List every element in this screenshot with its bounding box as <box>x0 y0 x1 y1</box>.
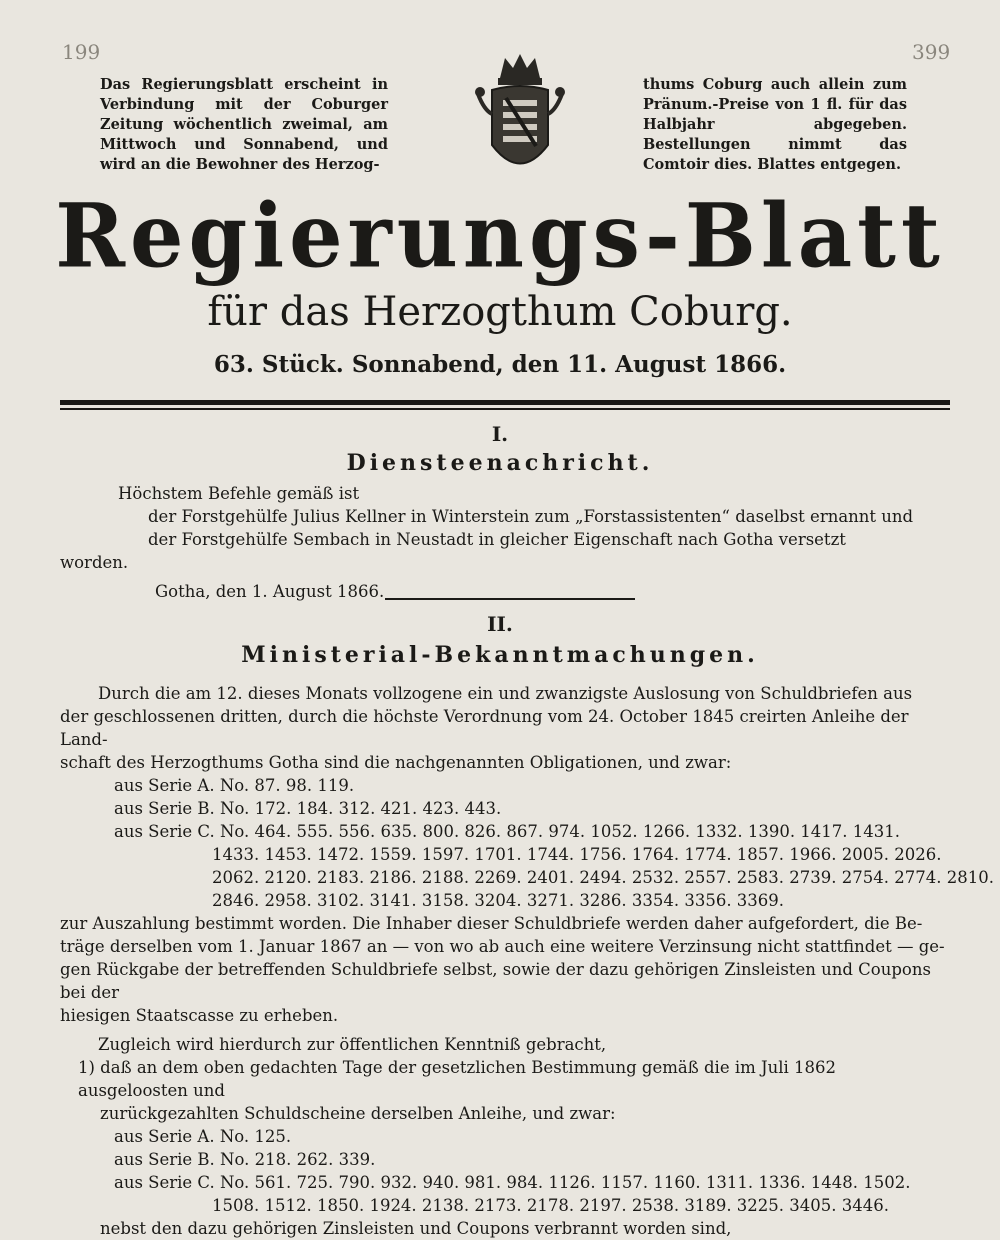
section-2-title: Ministerial-Bekanntmachungen. <box>241 642 759 668</box>
issue-line: 63. Stück. Sonnabend, den 11. August 1866. <box>213 351 787 378</box>
series-line: 1433. 1453. 1472. 1559. 1597. 1701. 1744. 1756. 1764. 1774. 1857. 1966. 2005. 2026. <box>212 845 942 864</box>
para-line: der geschlossenen dritten, durch die höchste Verordnung vom 24. October 1845 creirten Anleihe der Land- <box>60 707 909 749</box>
para-line: hiesigen Staatscasse zu erheben. <box>60 1006 339 1025</box>
para-line: Zugleich wird hierdurch zur öffentlichen Kenntniß gebracht, <box>98 1035 607 1054</box>
series-line: aus Serie A. No. 125. <box>114 1127 292 1146</box>
series-line: aus Serie C. No. 561. 725. 790. 932. 940. 981. 984. 1126. 1157. 1160. 1311. 1336. 1448. 1502. <box>114 1173 911 1192</box>
section-1-line: Höchstem Befehle gemäß ist <box>118 484 360 503</box>
series-line: 2846. 2958. 3102. 3141. 3158. 3204. 3271. 3286. 3354. 3356. 3369. <box>212 891 785 910</box>
closing-line: nebst den dazu gehörigen Zinsleisten und Coupons verbrannt worden sind, <box>100 1219 732 1238</box>
section-1-body <box>60 482 950 603</box>
series-line: aus Serie C. No. 464. 555. 556. 635. 800. 826. 867. 974. 1052. 1266. 1332. 1390. 1417. 1431. <box>114 822 901 841</box>
section-1-number: I. <box>491 422 509 446</box>
header-rule-thick <box>60 400 950 405</box>
section-2-number: II. <box>487 612 513 636</box>
para-line: Durch die am 12. dieses Monats vollzogene ein und zwanzigste Auslosung von Schuldbriefen aus <box>98 684 913 703</box>
section-1-line: worden. <box>60 553 129 572</box>
page-number-left: 199 <box>62 40 101 64</box>
item-line: zurückgezahlten Schuldscheine derselben Anleihe, und zwar: <box>100 1104 616 1123</box>
para-line: zur Auszahlung bestimmt worden. Die Inhaber dieser Schuldbriefe werden daher aufgefordert, die Be- <box>60 914 923 933</box>
section-1-line: der Forstgehülfe Julius Kellner in Winterstein zum „Forstassistenten“ daselbst ernannt und <box>148 507 914 526</box>
masthead-subtitle: für das Herzogthum Coburg. <box>207 289 793 335</box>
section-divider <box>385 598 635 600</box>
section-1-dateline: Gotha, den 1. August 1866. <box>155 582 385 601</box>
header-rule-thin <box>60 408 950 410</box>
page-number-right: 399 <box>912 40 951 64</box>
section-1-line: der Forstgehülfe Sembach in Neustadt in gleicher Eigenschaft nach Gotha versetzt <box>148 530 846 549</box>
section-1-title: Diensteenachricht. <box>346 450 654 476</box>
series-line: 1508. 1512. 1850. 1924. 2138. 2173. 2178. 2197. 2538. 3189. 3225. 3405. 3446. <box>212 1196 890 1215</box>
series-line: 2062. 2120. 2183. 2186. 2188. 2269. 2401. 2494. 2532. 2557. 2583. 2739. 2754. 2774. 2810. <box>212 868 994 887</box>
intro-text-left: Das Regierungsblatt erscheint in Verbindung mit der Coburger Zeitung wöchentlich zweimal, am Mittwoch und Sonnabend, und wird an die Bewohner des Herzog- <box>100 76 388 173</box>
section-2-body <box>60 682 994 1240</box>
intro-text-right: thums Coburg auch allein zum Pränum.-Preise von 1 fl. für das Halbjahr abgegeben. Bestellungen nimmt das Comtoir dies. Blattes entgegen. <box>643 76 907 173</box>
para-line: schaft des Herzogthums Gotha sind die nachgenannten Obligationen, und zwar: <box>60 753 732 772</box>
series-line: aus Serie B. No. 218. 262. 339. <box>114 1150 376 1169</box>
para-line: gen Rückgabe der betreffenden Schuldbriefe selbst, sowie der dazu gehörigen Zinsleisten und Coupons bei der <box>60 960 931 1002</box>
series-line: aus Serie A. No. 87. 98. 119. <box>114 776 355 795</box>
series-line: aus Serie B. No. 172. 184. 312. 421. 423. 443. <box>114 799 502 818</box>
para-line: träge derselben vom 1. Januar 1867 an — von wo ab auch eine weitere Verzinsung nicht stattfindet — ge- <box>60 937 945 956</box>
masthead-title: Regierungs-Blatt <box>55 183 945 288</box>
coat-of-arms-icon <box>470 50 570 190</box>
item-line: 1) daß an dem oben gedachten Tage der gesetzlichen Bestimmung gemäß die im Juli 1862 ausgeloosten und <box>78 1058 837 1100</box>
